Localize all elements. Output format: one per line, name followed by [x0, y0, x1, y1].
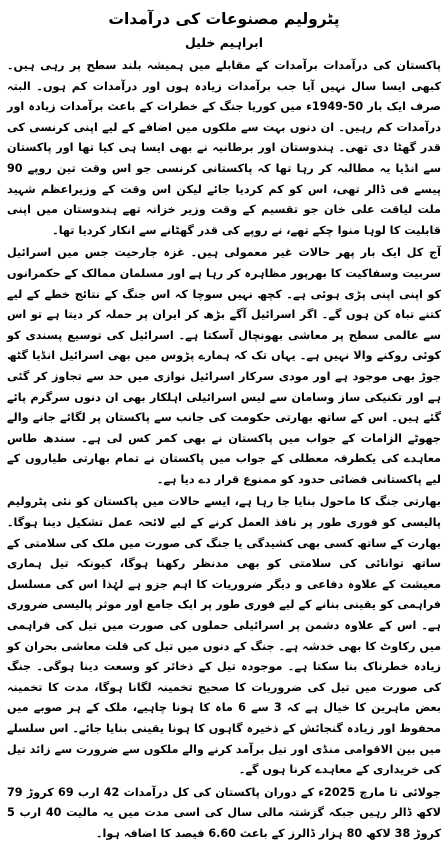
article-paragraph: پاکستان کی درآمدات برآمدات کے مقابلے میں ہمیشہ بلند سطح پر رہی ہیں۔ کبھی ایسا سال نہیں آیا جب برآمدات زیادہ ہوں اور درآمدات کم ہوں۔ البتہ صرف ایک بار 50-1949ء میں کوریا جنگ کے خطرات کے باعث برآمدات زیادہ اور درآمدات کم رہیں۔ ان دنوں بہت سے ملکوں میں اضافے کے لیے اپنی کرنسی کی قدر گھٹا دی تھی۔ ہندوستان اور برطانیہ نے بھی ایسا ہی کیا تھا اور پاکستان سے انڈیا یہ مطالبہ کر رہا تھا کہ پاکستانی کرنسی جو اس وقت تین روپے 90 پیسے فی ڈالر تھی، اس کو کم کردیا جائے لیکن اس وقت کے وزیراعظم شہید ملت لیاقت علی خان جو تقسیم کے وقت وزیر خزانہ تھے ہندوستان میں اپنی قابلیت کا لوہا منوا چکے تھے، نے روپے کی قدر گھٹانے سے انکار کردیا تھا۔	[7, 59, 441, 237]
article-paragraph: آج کل ایک بار پھر حالات غیر معمولی ہیں۔ غزہ جارحیت جس میں اسرائیل سربیت وسفاکیت کا بھرپور مظاہرہ کر رہا ہے اور مسلمان ممالک کے حکمرانوں کو اپنی اپنی پڑی ہوئی ہے۔ کچھ نہیں سوچا کہ اس جنگ کے نتائج خطے کے لیے کتنے تباہ کن ہوں گے۔ اگر اسرائیل آگے بڑھ کر ایران پر حملہ کر دیتا ہے تو اس سے عالمی سطح پر معاشی بھونچال آسکتا ہے۔ اسرائیل کی توسیع پسندی کو کوئی روکنے والا نہیں ہے۔ یہاں تک کہ ہمارے پڑوس میں بھی اسرائیل انڈیا گٹھ جوڑ بھی موجود ہے اور مودی سرکار اسرائیل نوازی میں حد سے تجاوز کر گئی ہے اور تکنیکی ساز وسامان سے لیس اسرائیلی اہلکار بھی ان دنوں سرگرم پائے گئے ہیں۔ اس کے ساتھ بھارتی حکومت کی جانب سے پاکستان پر لگائے جانے والے جھوٹے الزامات کے جواب میں پاکستان نے بھی کمر کس لی ہے۔ سندھ طاس معاہدے کی یکطرفہ معطلی کے جواب میں پاکستان نے تمام بھارتی طیاروں کے لیے پاکستانی فضائی حدود کو ممنوع قرار دے دیا ہے۔	[7, 246, 441, 486]
article-title: پٹرولیم مصنوعات کی درآمدات	[108, 10, 340, 28]
article-paragraph: بھارتی جنگ کا ماحول بنایا جا رہا ہے، ایسے حالات میں پاکستان کو نئی پٹرولیم پالیسی کو فوری طور پر نافذ العمل کرنے کے لیے لائحہ عمل تشکیل دینا ہوگا۔ بھارت کے ساتھ کسی بھی کشیدگی یا جنگ کی صورت میں ملک کی سلامتی کے ساتھ توانائی کی سلامتی کو بھی مدنظر رکھنا ہوگا، کیونکہ تیل ہماری معیشت کے علاوہ دفاعی و دیگر ضروریات کا اہم جزو ہے لہٰذا اس کی مسلسل فراہمی کو یقینی بنانے کے لیے فوری طور پر ایک جامع اور موثر پالیسی ضروری ہے۔ اس کے علاوہ دشمن پر اسرائیلی حملوں کی صورت میں تیل کی فراہمی میں رکاوٹ کا بھی خدشہ ہے۔ جنگ کے دنوں میں تیل کی قلت معاشی بحران کو زیادہ خطرناک بنا سکتا ہے۔ موجودہ تیل کے ذخائر کو وسعت دینا ہوگی۔ جنگ کی صورت میں تیل کی ضروریات کا صحیح تخمینہ لگانا ہوگا، مدت کا تخمینہ بعض ماہرین کا خیال ہے کہ 3 سے 6 ماہ کا ہونا چاہیے، ملک کے ہر صوبے میں محفوظ اور زیادہ گنجائش کے ذخیرہ گاہوں کا ہونا یقینی بنایا جائے۔ اس سلسلے میں بین الاقوامی منڈی اور تیل برآمد کرنے والے ملکوں سے ضرورت سے زائد تیل کی خریداری کے معاہدے کرنا ہوں گے۔	[7, 495, 441, 777]
article-paragraph: جولائی تا مارچ 2025ء کے دوران پاکستان کی کل درآمدات 42 ارب 69 کروڑ 79 لاکھ ڈالر رہیں جبکہ گزشتہ مالی سال کی اسی مدت میں یہ مالیت 40 ارب 5 کروڑ 38 لاکھ 80 ہزار ڈالرز کے باعث 6.60 فیصد کا اضافہ ہوا۔	[7, 785, 441, 840]
article-author: ابراہیم خلیل	[185, 35, 263, 50]
